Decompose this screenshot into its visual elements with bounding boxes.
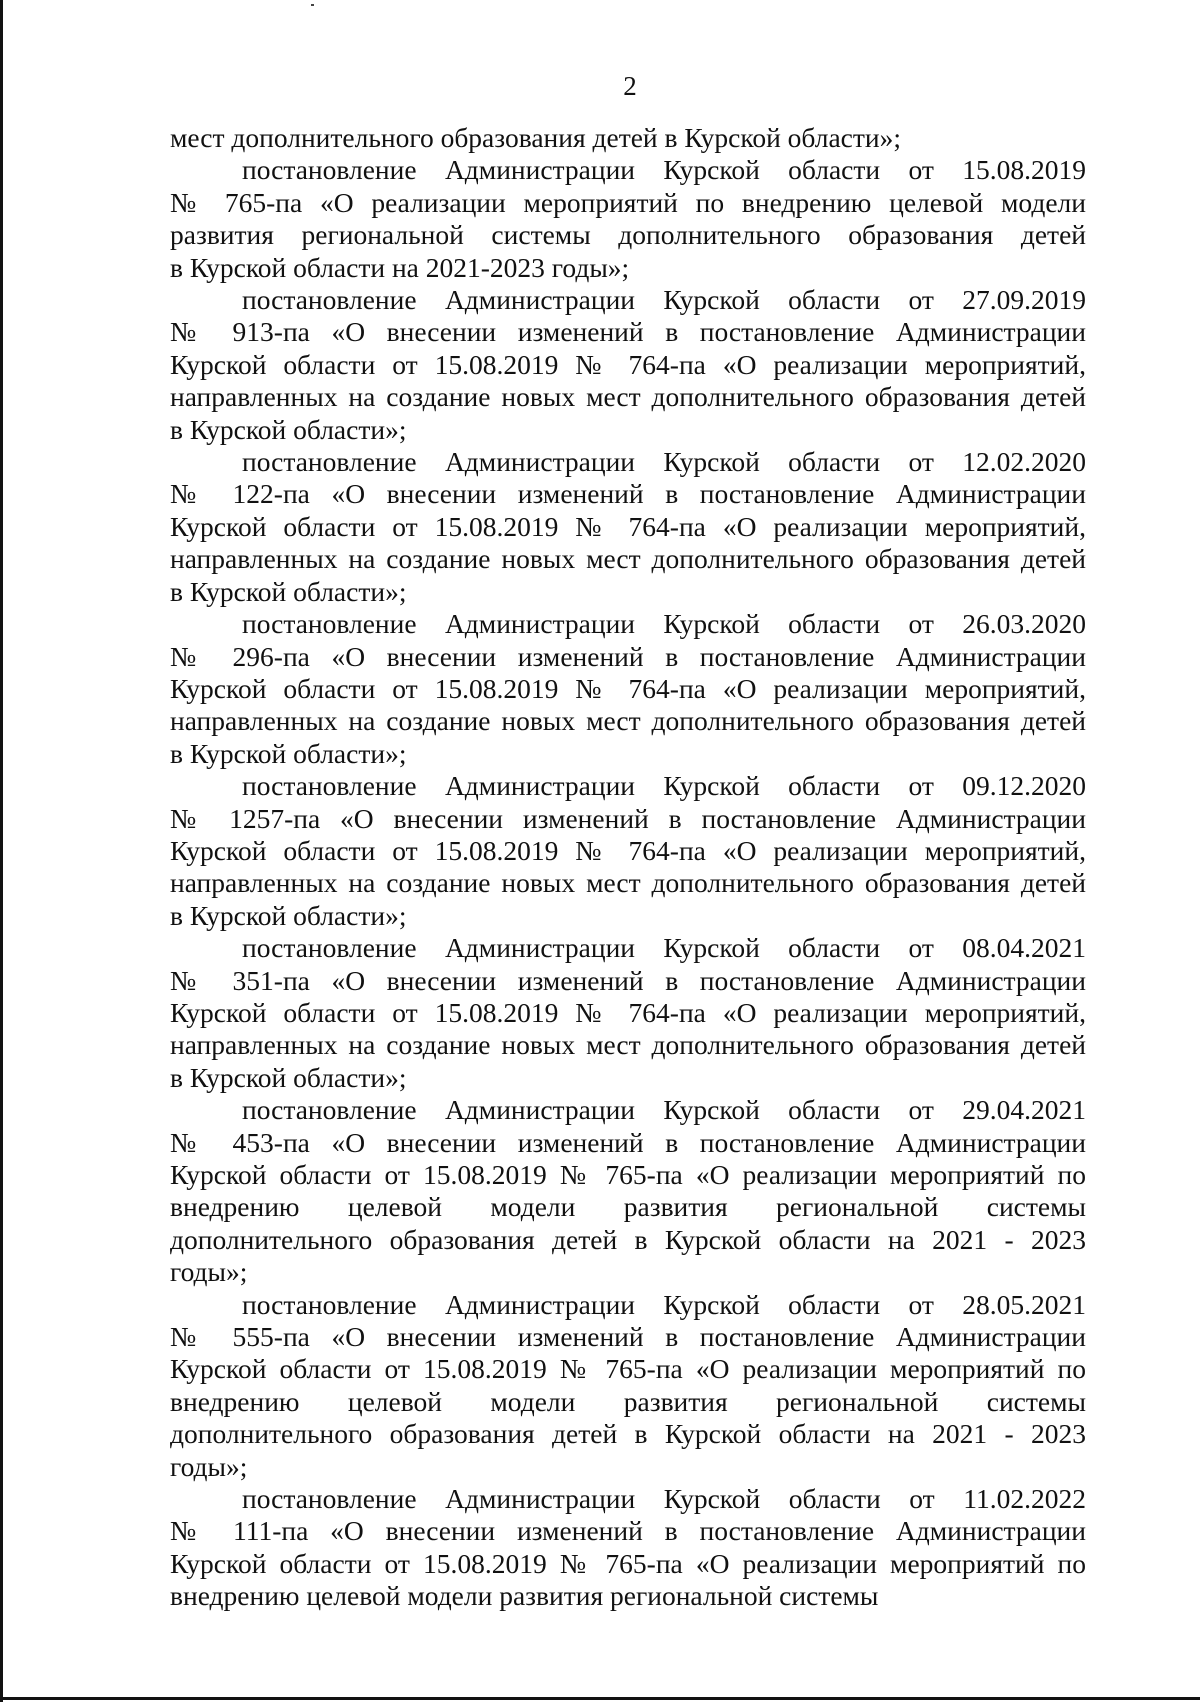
decree-paragraph [170, 770, 1086, 932]
text-line: № 122-па «О внесении изменений в постановление Администрации [170, 478, 1086, 510]
text-line: дополнительного образования детей в Курской области на 2021 - 2023 [170, 1223, 1086, 1255]
text-line: в Курской области»; [170, 413, 407, 445]
decree-paragraph [170, 154, 1086, 284]
decree-paragraph [170, 284, 1086, 446]
text-line: постановление Администрации Курской области от 15.08.2019 [242, 154, 1086, 186]
decree-paragraph [170, 446, 1086, 608]
text-line: Курской области от 15.08.2019 № 765-па «О реализации мероприятий по [170, 1159, 1086, 1190]
text-line: постановление Администрации Курской области от 27.09.2019 [242, 284, 1086, 316]
document-body [170, 122, 1086, 1613]
page-number: 2 [623, 71, 637, 101]
text-line: в Курской области»; [170, 737, 407, 769]
text-line: в Курской области»; [170, 1061, 407, 1093]
text-line: Курской области от 15.08.2019 № 764-па «О реализации мероприятий, [170, 834, 1086, 866]
text-line: № 296-па «О внесении изменений в постановление Администрации [170, 640, 1086, 672]
text-line: постановление Администрации Курской области от 11.02.2022 [242, 1483, 1086, 1515]
text-line: в Курской области»; [170, 575, 407, 607]
text-line: в Курской области на 2021-2023 годы»; [170, 251, 630, 283]
text-line: № 1257-па «О внесении изменений в постановление Администрации [170, 802, 1086, 834]
text-line: № 555-па «О внесении изменений в постановление Администрации [170, 1321, 1086, 1353]
text-line: постановление Администрации Курской области от 08.04.2021 [242, 932, 1086, 964]
decree-paragraph [170, 1094, 1086, 1288]
text-line: Курской области от 15.08.2019 № 764-па «О реализации мероприятий, [170, 996, 1086, 1028]
text-line: внедрению целевой модели развития региональной системы [170, 1385, 1086, 1417]
text-line: направленных на создание новых мест дополнительного образования детей [170, 381, 1086, 413]
text-line: постановление Администрации Курской области от 12.02.2020 [242, 446, 1086, 478]
text-line: постановление Администрации Курской области от 26.03.2020 [242, 608, 1086, 640]
text-line: № 913-па «О внесении изменений в постановление Администрации [170, 316, 1086, 348]
text-line: направленных на создание новых мест дополнительного образования детей [170, 1029, 1086, 1061]
text-line: Курской области от 15.08.2019 № 764-па «О реализации мероприятий, [170, 348, 1086, 380]
scan-speck [311, 4, 314, 6]
text-line: направленных на создание новых мест дополнительного образования детей [170, 543, 1086, 575]
text-line: в Курской области»; [170, 899, 407, 931]
text-line: дополнительного образования детей в Курской области на 2021 - 2023 [170, 1418, 1086, 1450]
text-line: № 453-па «О внесении изменений в постановление Администрации [170, 1126, 1086, 1158]
text-line: постановление Администрации Курской области от 09.12.2020 [242, 770, 1086, 802]
scan-bottom-edge [0, 1697, 1200, 1700]
text-line: № 351-па «О внесении изменений в постановление Администрации [170, 964, 1086, 996]
text-line: внедрению целевой модели развития региональной системы [170, 1580, 879, 1612]
text-line: Курской области от 15.08.2019 № 764-па «О реализации мероприятий, [170, 672, 1086, 704]
text-line: годы»; [170, 1450, 248, 1482]
text-line: развития региональной системы дополнительного образования детей [170, 219, 1086, 251]
decree-paragraph [170, 1289, 1086, 1483]
scan-left-edge [0, 0, 3, 1702]
text-line: постановление Администрации Курской области от 29.04.2021 [242, 1094, 1086, 1126]
continuation-paragraph [170, 122, 1086, 154]
text-line: № 111-па «О внесении изменений в постановление Администрации [170, 1515, 1086, 1547]
text-line: № 765-па «О реализации мероприятий по внедрению целевой модели [170, 186, 1086, 218]
text-line: постановление Администрации Курской области от 28.05.2021 [242, 1288, 1086, 1320]
text-line: направленных на создание новых мест дополнительного образования детей [170, 705, 1086, 737]
text-line: мест дополнительного образования детей в Курской области»; [170, 122, 901, 153]
decree-paragraph [170, 608, 1086, 770]
text-line: Курской области от 15.08.2019 № 765-па «О реализации мероприятий по [170, 1353, 1086, 1385]
text-line: направленных на создание новых мест дополнительного образования детей [170, 867, 1086, 899]
decree-paragraph [170, 932, 1086, 1094]
text-line: внедрению целевой модели развития региональной системы [170, 1191, 1086, 1223]
text-line: Курской области от 15.08.2019 № 765-па «О реализации мероприятий по [170, 1547, 1086, 1579]
text-line: годы»; [170, 1256, 248, 1288]
decree-paragraph [170, 1483, 1086, 1613]
text-line: Курской области от 15.08.2019 № 764-па «О реализации мероприятий, [170, 510, 1086, 542]
